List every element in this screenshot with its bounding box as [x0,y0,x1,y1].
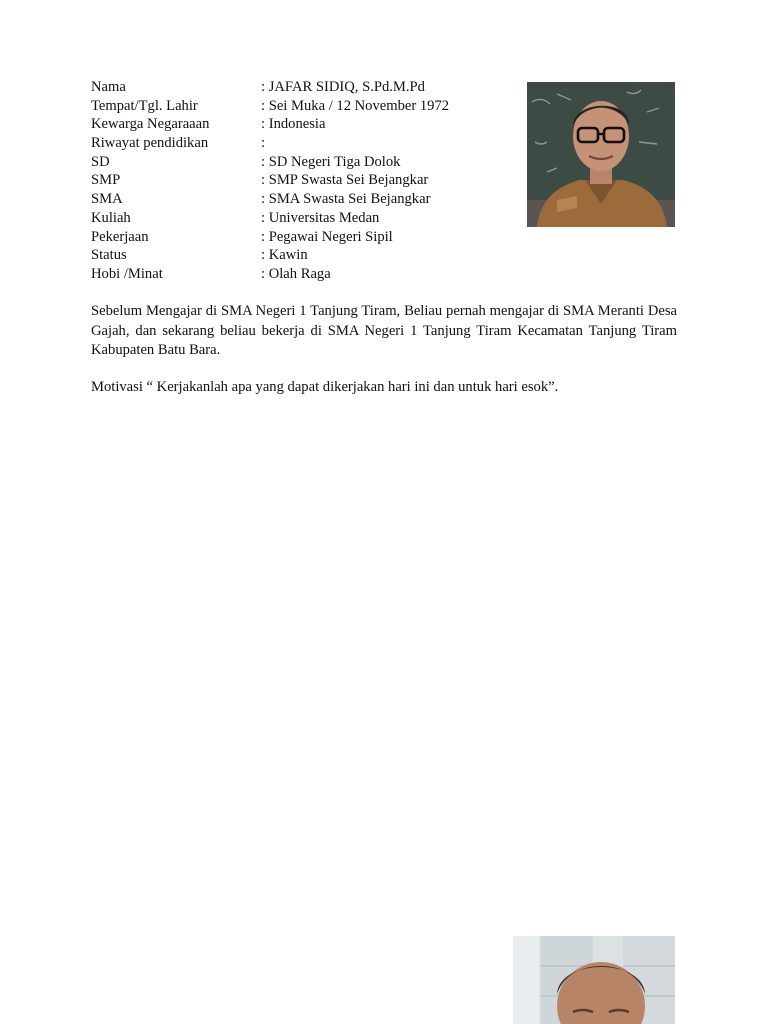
biodata-row [91,134,511,153]
biodata-table [91,78,511,284]
second-portrait-photo [513,936,675,1024]
biodata-row [91,115,511,134]
biodata-value: : Sei Muka / 12 November 1972 [261,97,450,114]
biodata-value: : JAFAR SIDIQ, S.Pd.M.Pd [261,79,425,95]
biodata-value: : Indonesia [261,116,326,133]
biodata-label: Status [91,247,127,264]
biodata-row [91,78,511,97]
biodata-label: Riwayat pendidikan [91,135,209,152]
biodata-value: : SMA Swasta Sei Bejangkar [261,191,431,208]
biodata-label: Hobi /Minat [91,265,163,282]
biodata-row [91,153,511,172]
biodata-value: : Universitas Medan [261,209,380,226]
biodata-value: : Pegawai Negeri Sipil [261,228,393,245]
biodata-label: Kewarga Negaraaan [91,116,210,133]
biodata-value: : Olah Raga [261,265,331,282]
biodata-row [91,97,511,116]
biodata-value: : SMP Swasta Sei Bejangkar [261,172,429,189]
biodata-row [91,228,511,247]
biodata-label: Tempat/Tgl. Lahir [91,97,198,114]
biodata-value: : SD Negeri Tiga Dolok [261,153,401,170]
biodata-row [91,209,511,228]
second-portrait-illustration [513,936,675,1024]
biodata-label: SMA [91,191,123,208]
portrait-illustration [527,82,675,227]
biodata-label: Pekerjaan [91,228,149,245]
biodata-row [91,190,511,209]
biodata-row [91,246,511,265]
biodata-label: SMP [91,172,121,189]
biodata-value: : Kawin [261,247,308,264]
motivation-paragraph: Motivasi “ Kerjakanlah apa yang dapat dikerjakan hari ini dan untuk hari esok”. [91,379,559,395]
biodata-row [91,265,511,284]
biodata-label: Kuliah [91,209,131,226]
biodata-label: SD [91,153,110,170]
portrait-photo [527,82,675,227]
biodata-label: Nama [91,79,126,95]
biography-paragraph: Sebelum Mengajar di SMA Negeri 1 Tanjung Tiram, Beliau pernah mengajar di SMA Meranti Desa Gajah, dan sekarang beliau bekerja di SMA Negeri 1 Tanjung Tiram Kecamatan Tanjung Tiram Kabupaten Batu Bara. [91,303,677,358]
biodata-value: : [261,135,266,152]
biodata-row [91,171,511,190]
